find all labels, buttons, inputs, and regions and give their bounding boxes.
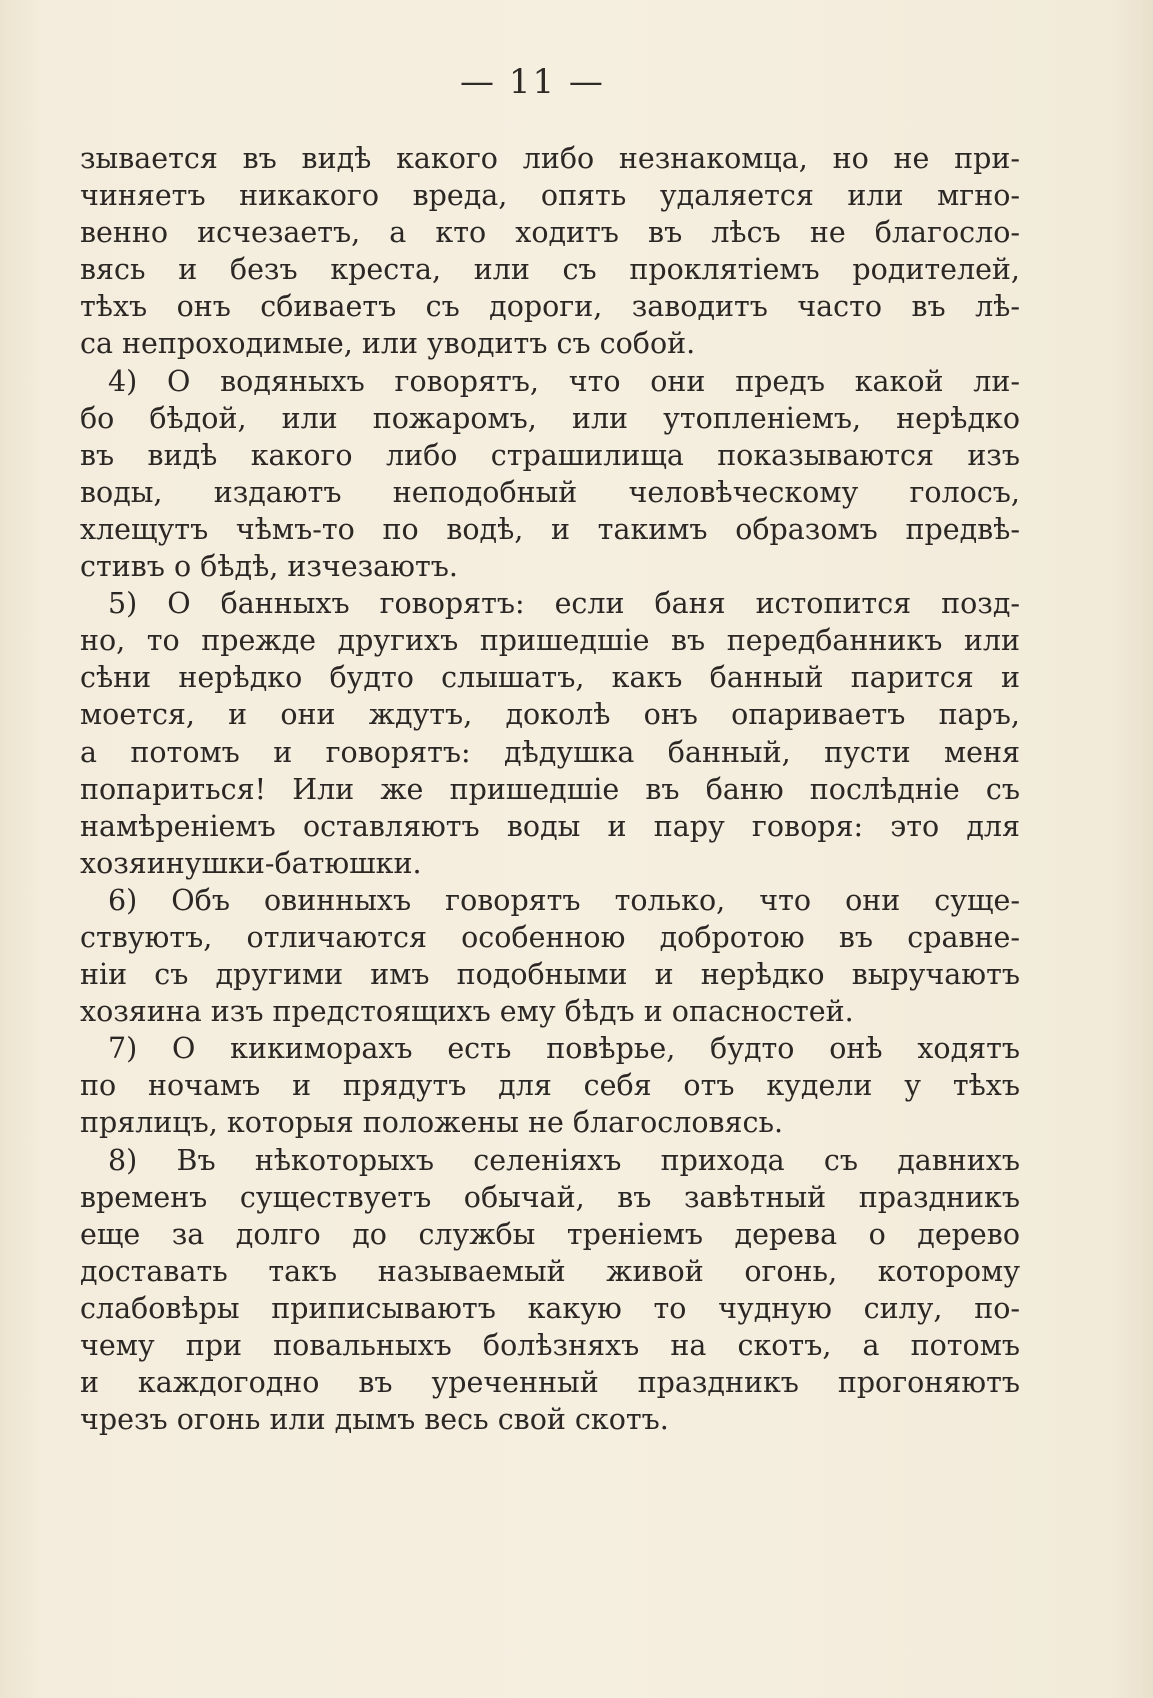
text-line: хлещутъ чѣмъ-то по водѣ, и такимъ образомъ предвѣ- <box>80 512 1020 546</box>
text-line: бо бѣдой, или пожаромъ, или утопленіемъ, нерѣдко <box>80 401 1020 435</box>
text-line: тѣхъ онъ сбиваетъ съ дороги, заводитъ часто въ лѣ- <box>80 290 1020 324</box>
text-line: еще за долго до службы треніемъ дерева о дерево <box>80 1217 1020 1251</box>
text-line: прялицъ, которыя положены не благословясь. <box>80 1106 784 1140</box>
text-line: доставать такъ называемый живой огонь, которому <box>80 1254 1020 1288</box>
text-line: по ночамъ и прядутъ для себя отъ кудели у тѣхъ <box>80 1069 1020 1103</box>
text-line: попариться! Или же пришедшіе въ баню послѣдніе съ <box>80 772 1020 806</box>
text-line: 4) О водяныхъ говорятъ, что они предъ какой ли- <box>108 364 1020 398</box>
text-line: чиняетъ никакого вреда, опять удаляется или мгно- <box>80 179 1020 213</box>
text-line: моется, и они ждутъ, доколѣ онъ опариваетъ паръ, <box>80 698 1020 732</box>
text-line: чрезъ огонь или дымъ весь свой скотъ. <box>80 1403 669 1437</box>
body-text <box>80 140 1020 1438</box>
text-line: 8) Въ нѣкоторыхъ селеніяхъ прихода съ давнихъ <box>108 1143 1020 1177</box>
text-line: сѣни нерѣдко будто слышатъ, какъ банный парится и <box>80 661 1020 695</box>
text-line: 5) О банныхъ говорятъ: если баня истопится позд- <box>108 587 1020 621</box>
text-line: зывается въ видѣ какого либо незнакомца, но не при- <box>80 142 1020 175</box>
text-line: ніи съ другими имъ подобными и нерѣдко выручаютъ <box>80 958 1020 992</box>
text-line: слабовѣры приписываютъ какую то чудную силу, по- <box>80 1291 1020 1325</box>
text-line: хозяинушки-батюшки. <box>80 846 422 880</box>
text-line: временъ существуетъ обычай, въ завѣтный праздникъ <box>80 1180 1020 1214</box>
text-line: 7) О кикиморахъ есть повѣрье, будто онѣ ходятъ <box>108 1032 1020 1066</box>
text-line: намѣреніемъ оставляютъ воды и пару говоря: это для <box>80 809 1020 843</box>
text-line: 6) Объ овинныхъ говорятъ только, что они суще- <box>108 883 1020 917</box>
page-number: — 11 — <box>460 62 605 102</box>
text-line: вясь и безъ креста, или съ проклятіемъ родителей, <box>80 253 1020 287</box>
text-line: венно исчезаетъ, а кто ходитъ въ лѣсъ не благосло- <box>80 216 1020 250</box>
text-line: но, то прежде другихъ пришедшіе въ передбанникъ или <box>80 624 1020 658</box>
text-line: и каждогодно въ уреченный праздникъ прогоняютъ <box>80 1366 1020 1400</box>
text-line: хозяина изъ предстоящихъ ему бѣдъ и опасностей. <box>80 995 854 1029</box>
text-line: стивъ о бѣдѣ, изчезаютъ. <box>80 550 458 584</box>
text-line: а потомъ и говорятъ: дѣдушка банный, пусти меня <box>80 735 1020 769</box>
text-line: воды, издаютъ неподобный человѣческому голосъ, <box>80 475 1020 509</box>
text-line: въ видѣ какого либо страшилища показываются изъ <box>80 438 1020 472</box>
text-line: са непроходимые, или уводитъ съ собой. <box>80 327 696 361</box>
text-line: ствуютъ, отличаются особенною добротою въ сравне- <box>80 920 1020 954</box>
text-line: чему при повальныхъ болѣзняхъ на скотъ, а потомъ <box>80 1329 1020 1362</box>
